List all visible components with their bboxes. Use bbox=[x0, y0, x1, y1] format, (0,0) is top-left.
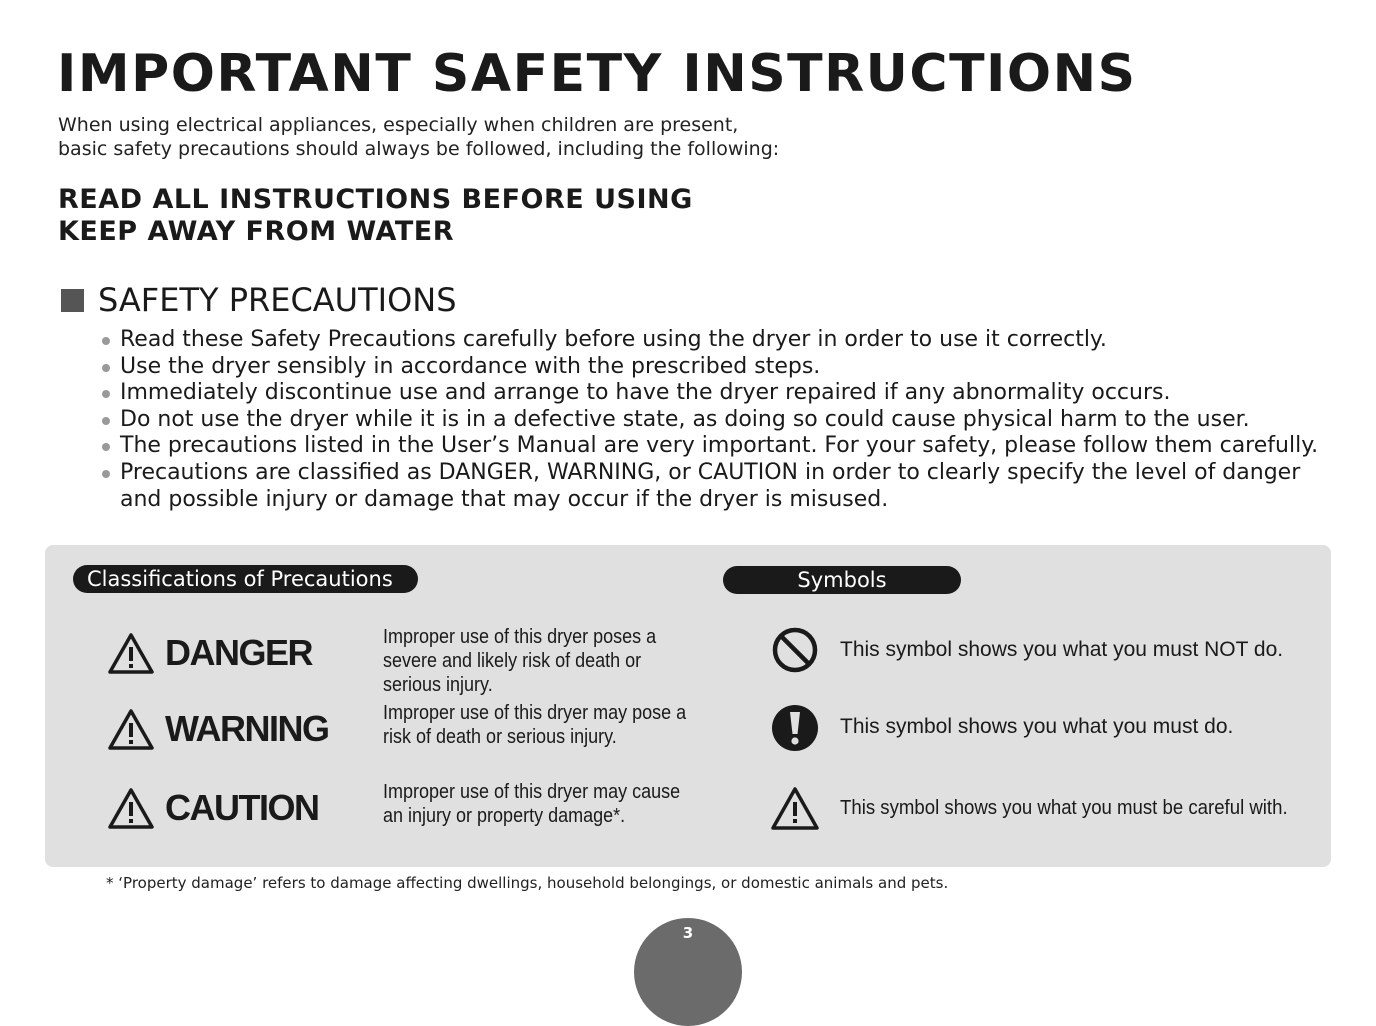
headline-keep-away-water: KEEP AWAY FROM WATER bbox=[58, 216, 454, 247]
caution-triangle-icon bbox=[770, 785, 820, 831]
prohibited-symbol-text: This symbol shows you what you must NOT do. bbox=[840, 638, 1284, 661]
danger-row bbox=[45, 625, 1331, 696]
precaution-item: Read these Safety Precautions carefully before using the dryer in order to use it correctly. bbox=[100, 327, 1340, 354]
intro-line: When using electrical appliances, especially when children are present, bbox=[58, 114, 739, 136]
danger-label: DANGER bbox=[165, 632, 313, 673]
caution-symbol-text: This symbol shows you what you must be careful with. bbox=[840, 797, 1288, 819]
page-title: IMPORTANT SAFETY INSTRUCTIONS bbox=[57, 44, 1137, 104]
section-heading bbox=[61, 280, 457, 320]
mandatory-exclamation-icon bbox=[770, 703, 820, 753]
precaution-item: Immediately discontinue use and arrange to have the dryer repaired if any abnormality occurs. bbox=[100, 380, 1340, 407]
caution-level bbox=[107, 783, 319, 833]
caution-row bbox=[45, 780, 1331, 840]
section-title: SAFETY PRECAUTIONS bbox=[98, 281, 457, 319]
caution-description: Improper use of this dryer may cause an injury or property damage*. bbox=[383, 781, 681, 827]
warning-triangle-icon bbox=[107, 786, 155, 830]
warning-level bbox=[107, 704, 329, 754]
precaution-item: The precautions listed in the User’s Manual are very important. For your safety, please follow them carefully. bbox=[100, 433, 1340, 460]
classifications-header: Classifications of Precautions bbox=[73, 565, 418, 593]
footnote: * ‘Property damage’ refers to damage affecting dwellings, household belongings, or domestic animals and pets. bbox=[106, 874, 949, 892]
headline-read-instructions: READ ALL INSTRUCTIONS BEFORE USING bbox=[58, 184, 693, 215]
caution-label: CAUTION bbox=[165, 787, 319, 828]
intro-line: basic safety precautions should always be followed, including the following: bbox=[58, 138, 780, 160]
classification-panel bbox=[45, 545, 1331, 867]
warning-label: WARNING bbox=[165, 708, 329, 749]
danger-level bbox=[107, 628, 312, 678]
page-number-tab bbox=[634, 918, 742, 1026]
precautions-list bbox=[100, 327, 1340, 513]
square-bullet-icon bbox=[61, 289, 84, 312]
warning-triangle-icon bbox=[107, 707, 155, 751]
precaution-item: Do not use the dryer while it is in a defective state, as doing so could cause physical harm to the user. bbox=[100, 407, 1340, 434]
page-number: 3 bbox=[682, 924, 694, 942]
warning-row bbox=[45, 701, 1331, 761]
intro-text bbox=[58, 113, 779, 161]
prohibited-icon bbox=[770, 625, 820, 675]
symbols-header: Symbols bbox=[723, 566, 961, 594]
danger-description: Improper use of this dryer poses a severe and likely risk of death or serious injury. bbox=[383, 626, 657, 696]
precaution-item: Use the dryer sensibly in accordance with the prescribed steps. bbox=[100, 354, 1340, 381]
warning-triangle-icon bbox=[107, 631, 155, 675]
mandatory-symbol-text: This symbol shows you what you must do. bbox=[840, 715, 1234, 738]
headline-block bbox=[58, 184, 693, 248]
warning-description: Improper use of this dryer may pose a risk of death or serious injury. bbox=[383, 702, 687, 748]
precaution-item: Precautions are classified as DANGER, WARNING, or CAUTION in order to clearly specify the level of danger and possible injury or damage that may occur if the dryer is misused. bbox=[100, 460, 1340, 513]
